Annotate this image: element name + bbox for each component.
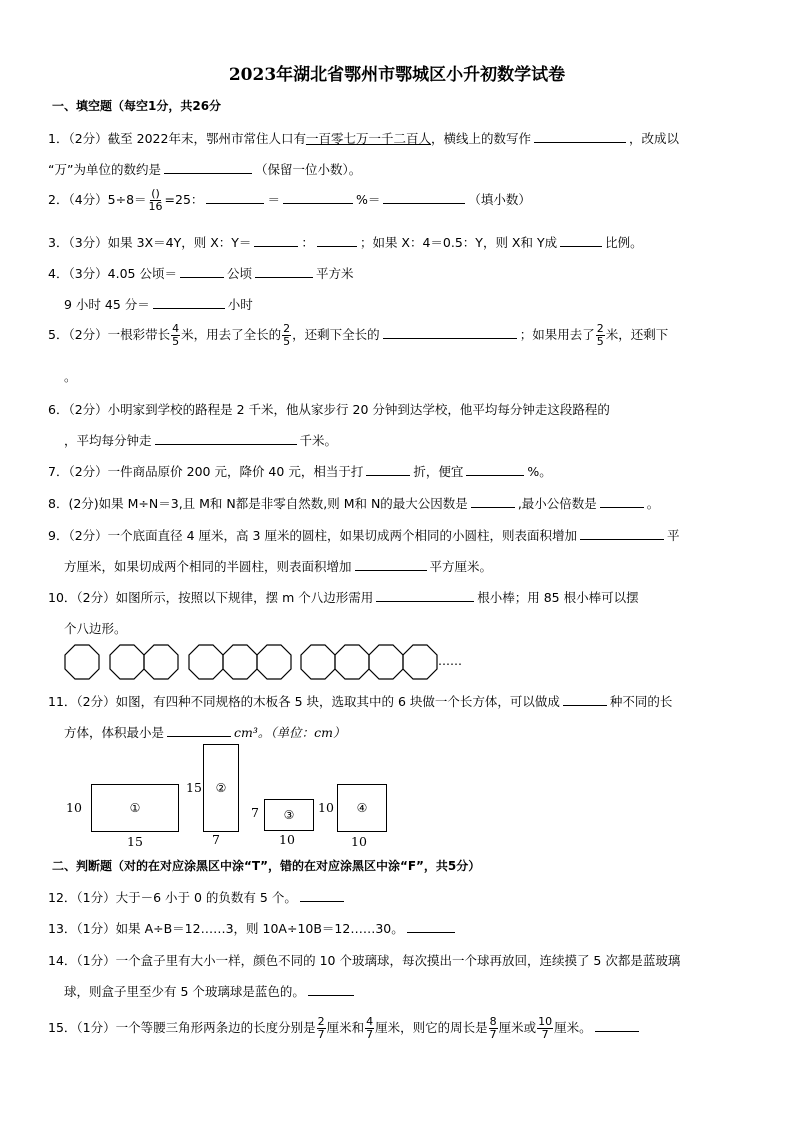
octagon-icon bbox=[301, 645, 335, 679]
octagon-icon bbox=[257, 645, 291, 679]
octagon-icon bbox=[189, 645, 223, 679]
page-title: 2023年湖北省鄂州市鄂城区小升初数学试卷 bbox=[228, 65, 566, 85]
fraction: $\frac{4}{5}$ bbox=[172, 322, 180, 348]
answer-blank[interactable] bbox=[383, 191, 465, 204]
board-3: ③ bbox=[264, 799, 314, 831]
answer-blank[interactable] bbox=[560, 234, 602, 247]
octagon-icon bbox=[369, 645, 403, 679]
question-5: 5．（2分）一根彩带长 $\frac{4}{5}$ 米，用去了全长的 $\frac{2}{5}$ ，还剩下全长的 ；如果用去了 $\frac{2}{5}$ 米，还剩下 bbox=[48, 322, 669, 348]
question-9-line-1: 9．（2分）一个底面直径 4 厘米，高 3 厘米的圆柱，如果切成两个相同的小圆柱，则表面积增加 平 bbox=[48, 528, 680, 543]
question-10-line-2: 个八边形。 bbox=[64, 621, 127, 636]
question-6-line-1: 6．（2分）小明家到学校的路程是 2 千米，他从家步行 20 分钟到达学校，他平均每分钟走这段路程的 bbox=[48, 402, 610, 417]
answer-blank[interactable] bbox=[283, 191, 353, 204]
answer-blank[interactable] bbox=[254, 234, 298, 247]
answer-blank[interactable] bbox=[155, 432, 297, 445]
answer-blank[interactable] bbox=[595, 1019, 639, 1032]
octagon-icon bbox=[335, 645, 369, 679]
board-2-width-label: 7 bbox=[212, 832, 220, 847]
octagon-icon bbox=[223, 645, 257, 679]
fraction: $\frac{4}{7}$ bbox=[366, 1015, 374, 1041]
section-heading-fill-blank: 一、填空题（每空1分，共26分 bbox=[52, 99, 222, 113]
fraction: $\frac{2}{5}$ bbox=[596, 322, 604, 348]
question-11-line-2: 方体，体积最小是 cm³。（单位：cm） bbox=[64, 725, 346, 740]
fraction: $\frac{2}{7}$ bbox=[317, 1015, 325, 1041]
board-1: ① bbox=[91, 784, 179, 832]
answer-blank[interactable] bbox=[164, 161, 252, 174]
answer-blank[interactable] bbox=[255, 265, 313, 278]
question-12: 12．（1分）大于－6 小于 0 的负数有 5 个。 bbox=[48, 888, 746, 906]
boards-figure bbox=[60, 744, 380, 848]
answer-blank[interactable] bbox=[366, 463, 410, 476]
question-2: 2．（4分）5÷8＝ $\frac{()}{16}$ =25： ＝ %＝ （填小数） bbox=[48, 187, 531, 213]
question-7: 7．（2分）一件商品原价 200 元，降价 40 元，相当于打 折，便宜 %。 bbox=[48, 464, 552, 479]
octagon-icon bbox=[144, 645, 178, 679]
answer-blank[interactable] bbox=[407, 920, 455, 933]
octagon-icon bbox=[403, 645, 437, 679]
answer-blank[interactable] bbox=[563, 693, 607, 706]
board-4-width-label: 10 bbox=[351, 834, 367, 849]
question-4-line-2: 9 小时 45 分＝ 小时 bbox=[64, 297, 253, 312]
question-10-line-1: 10．（2分）如图所示，按照以下规律，摆 m 个八边形需用 根小棒；用 85 根小棒可以摆 bbox=[48, 590, 639, 605]
question-14-line-1: 14．（1分）一个盒子里有大小一样，颜色不同的 10 个玻璃球，每次摸出一个球再放回，连续摸了 5 次都是蓝玻璃 bbox=[48, 953, 681, 968]
board-4: ④ bbox=[337, 784, 387, 832]
board-1-width-label: 15 bbox=[127, 834, 143, 849]
octagon-pattern-figure bbox=[62, 643, 502, 681]
board-2: ② bbox=[203, 744, 239, 832]
answer-blank[interactable] bbox=[580, 527, 664, 540]
answer-blank[interactable] bbox=[153, 296, 225, 309]
answer-blank[interactable] bbox=[308, 983, 354, 996]
question-6-line-2: ，平均每分钟走 千米。 bbox=[64, 433, 338, 448]
question-9-line-2: 方厘米，如果切成两个相同的半圆柱，则表面积增加 平方厘米。 bbox=[64, 559, 493, 574]
answer-blank[interactable] bbox=[300, 889, 344, 902]
octagon-icon bbox=[110, 645, 144, 679]
answer-blank[interactable] bbox=[355, 558, 427, 571]
answer-blank[interactable] bbox=[383, 326, 517, 339]
answer-blank[interactable] bbox=[167, 724, 231, 737]
answer-blank[interactable] bbox=[471, 495, 515, 508]
question-1-line-1: 1．（2分）截至 2022年末，鄂州市常住人口有一百零七万一千二百人，横线上的数写作 ，改成以 bbox=[48, 131, 679, 146]
answer-blank[interactable] bbox=[534, 130, 626, 143]
answer-blank[interactable] bbox=[317, 234, 357, 247]
question-4-line-1: 4．（3分）4.05 公顷＝ 公顷 平方米 bbox=[48, 266, 354, 281]
question-15: 15．（1分）一个等腰三角形两条边的长度分别是 $\frac{2}{7}$ 厘米和 $\frac{4}{7}$ 厘米，则它的周长是 $\frac{8}{7}$ 厘米或 $\frac{10}{7}$ 厘米。 bbox=[48, 1016, 746, 1041]
ellipsis-text: …… bbox=[438, 654, 462, 668]
answer-blank[interactable] bbox=[600, 495, 644, 508]
fraction: $\frac{()}{16}$ bbox=[148, 187, 163, 213]
fraction: $\frac{8}{7}$ bbox=[489, 1015, 497, 1041]
answer-blank[interactable] bbox=[466, 463, 524, 476]
fraction: $\frac{10}{7}$ bbox=[538, 1015, 553, 1041]
question-8: 8．(2分)如果 M÷N＝3,且 M和 N都是非零自然数,则 M和 N的最大公因数是 ,最小公倍数是 。 bbox=[48, 496, 660, 511]
board-4-height-label: 10 bbox=[318, 800, 334, 815]
fraction: $\frac{2}{5}$ bbox=[283, 322, 291, 348]
answer-blank[interactable] bbox=[206, 191, 264, 204]
question-14-line-2: 球，则盒子里至少有 5 个玻璃球是蓝色的。 bbox=[64, 982, 746, 1000]
board-1-height-label: 10 bbox=[66, 800, 82, 815]
octagon-icon bbox=[65, 645, 99, 679]
question-5-end: 。 bbox=[64, 369, 77, 384]
question-3: 3．（3分）如果 3X＝4Y，则 X：Y＝ ： ；如果 X：4＝0.5：Y，则 X和 Y成 比例。 bbox=[48, 235, 643, 250]
board-2-height-label: 15 bbox=[186, 780, 202, 795]
board-3-width-label: 10 bbox=[279, 832, 295, 847]
question-1-line-2: “万”为单位的数约是 （保留一位小数）。 bbox=[48, 162, 362, 177]
answer-blank[interactable] bbox=[180, 265, 224, 278]
question-13: 13．（1分）如果 A÷B＝12……3，则 10A÷10B＝12……30。 bbox=[48, 919, 746, 937]
section-heading-true-false: 二、判断题（对的在对应涂黑区中涂“T”，错的在对应涂黑区中涂“F”，共5分） bbox=[52, 859, 481, 873]
board-3-height-label: 7 bbox=[251, 805, 259, 820]
answer-blank[interactable] bbox=[376, 589, 474, 602]
question-11-line-1: 11．（2分）如图，有四种不同规格的木板各 5 块，选取其中的 6 块做一个长方体，可以做成 种不同的长 bbox=[48, 694, 673, 709]
